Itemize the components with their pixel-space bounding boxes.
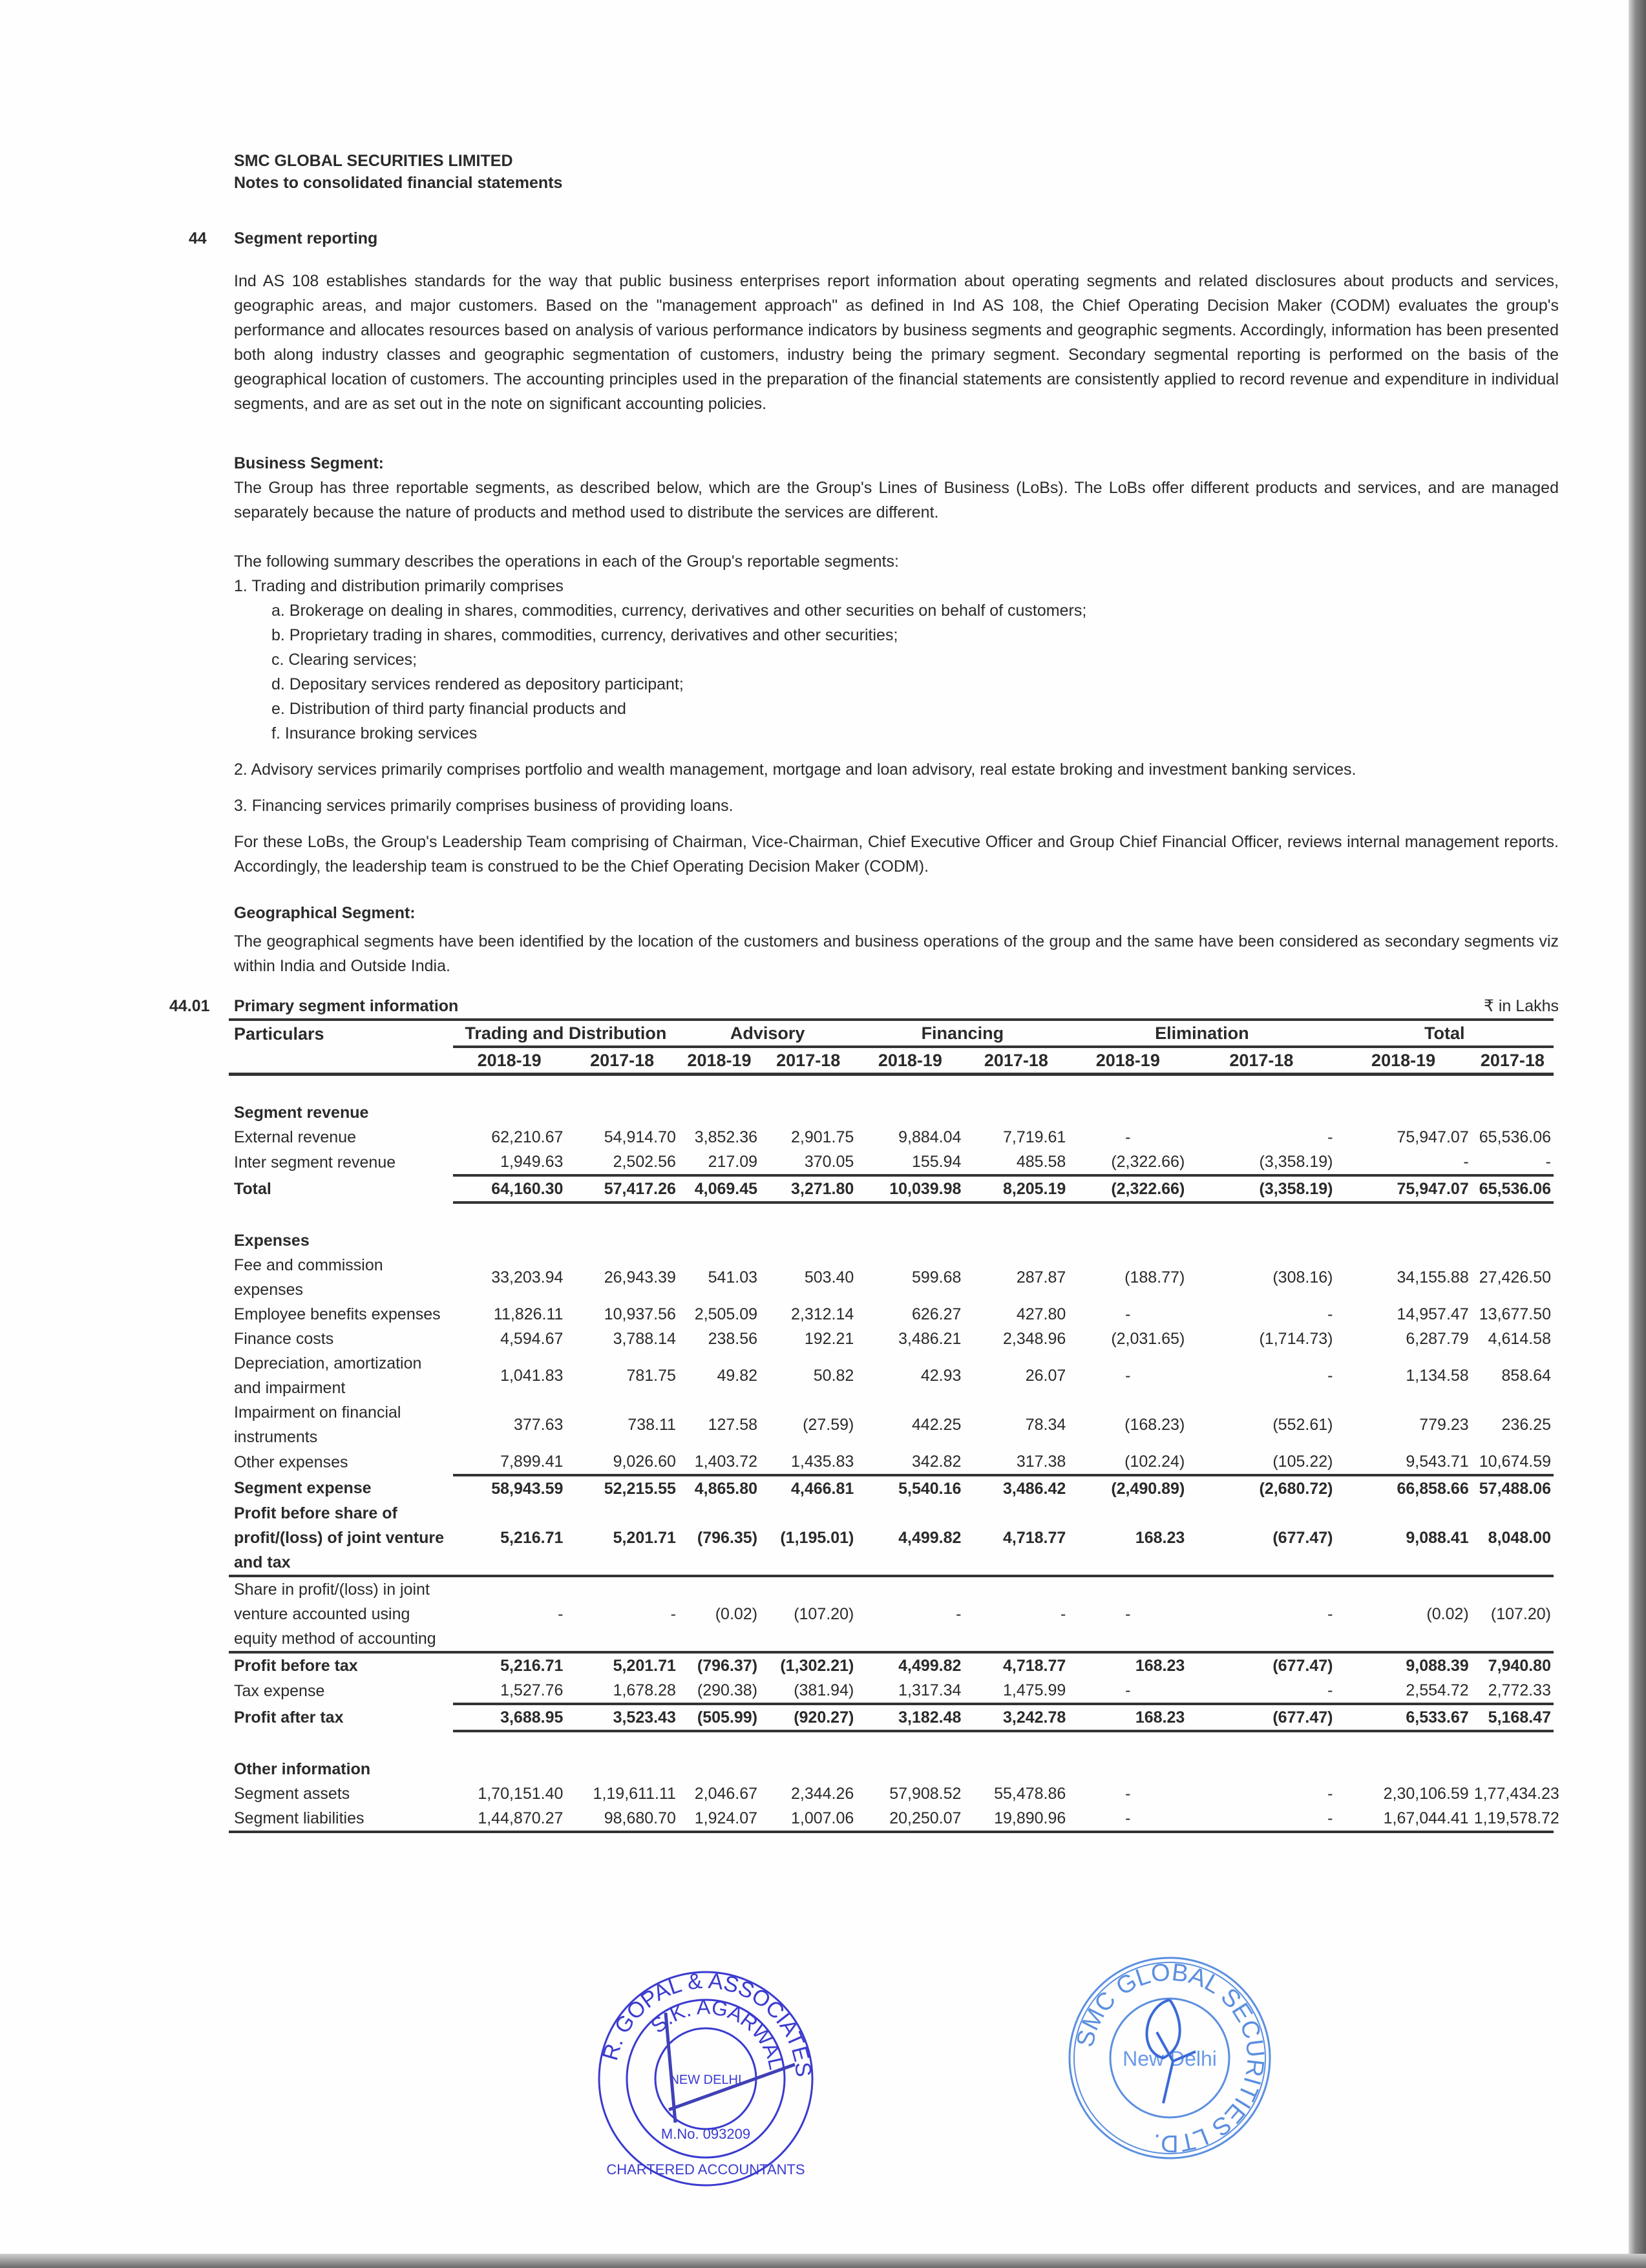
row-label: External revenue	[234, 1128, 357, 1146]
cell-value: 192.21	[804, 1330, 854, 1348]
sublist-item: a. Brokerage on dealing in shares, commodities, currency, derivatives and other securities on behalf of customers;	[271, 602, 1087, 620]
cell-value: 6,533.67	[1335, 1704, 1471, 1731]
cell-value: 738.11	[628, 1416, 676, 1434]
table-row	[229, 1449, 1554, 1475]
cell-value: 98,680.70	[565, 1806, 679, 1832]
segment-sublist	[234, 598, 1559, 746]
cell-value: -	[1472, 1150, 1554, 1175]
intro-paragraph: Ind AS 108 establishes standards for the way that public business enterprises report information about operating segments and related disclosures about products and services, geographic areas, and major customers. Based on the "management approach" as defined in Ind AS 108, the Chief Operating Decision Maker (CODM) evaluates the group's performance and allocates resources based on analysis of various performance indicators by business segments and geographic segments. Accordingly, information has been presented both along industry classes and geographic segmentation of customers, industry being the primary segment. Secondary segmental reporting is performed on the basis of the geographical location of customers. The accounting principles used in the preparation of the financial statements are consistently applied to record revenue and expenditure in individual segments, and are as set out in the note on significant accounting policies.	[234, 272, 1559, 413]
cell-value: (2,322.66)	[1068, 1150, 1187, 1175]
cell-value: 3,688.95	[453, 1704, 566, 1731]
row-label: Depreciation, amortization and impairment	[234, 1354, 422, 1397]
scan-edge-right	[1629, 0, 1646, 2268]
cell-value: 4,718.77	[964, 1501, 1068, 1576]
cell-value: 168.23	[1135, 1657, 1185, 1675]
cell-value: (1,714.73)	[1259, 1330, 1333, 1348]
cell-value: 238.56	[708, 1330, 758, 1348]
cell-value: (920.27)	[760, 1704, 856, 1731]
cell-value: 9,088.41	[1335, 1501, 1471, 1576]
cell-value: (381.94)	[760, 1678, 856, 1704]
table-row	[229, 1327, 1554, 1351]
cell-value: 78.34	[1025, 1416, 1066, 1434]
cell-value: -	[1327, 1305, 1333, 1323]
cell-value: 75,947.07	[1335, 1175, 1471, 1202]
segment-item-2: 2. Advisory services primarily comprises portfolio and wealth management, mortgage and loan advisory, real estate broking and investment banking services.	[234, 761, 1356, 779]
cell-value: 1,67,044.41	[1335, 1806, 1471, 1832]
cell-value: -	[565, 1576, 679, 1652]
cell-value: 1,924.07	[679, 1806, 760, 1832]
currency-unit: ₹ in Lakhs	[1484, 997, 1559, 1015]
cell-value: -	[1125, 1367, 1131, 1385]
cell-value: 34,155.88	[1397, 1268, 1469, 1286]
table-number: 44.01	[169, 997, 210, 1015]
cell-value: (1,302.21)	[780, 1657, 854, 1675]
cell-value: 427.80	[1016, 1305, 1066, 1323]
cell-value: -	[856, 1576, 964, 1652]
segment-item-1	[234, 574, 1559, 746]
table-row	[229, 1302, 1554, 1327]
year-header: 2018-19	[679, 1047, 760, 1075]
row-label: Impairment on financial instruments	[234, 1403, 401, 1446]
cell-value: 62,210.67	[491, 1128, 564, 1146]
cell-value: 19,890.96	[964, 1806, 1068, 1832]
cell-value: 1,435.83	[760, 1449, 856, 1475]
sublist-item: f. Insurance broking services	[271, 724, 478, 742]
subheading-row	[229, 1100, 1554, 1125]
expenses-heading: Expenses	[234, 1232, 310, 1250]
cell-value: 4,718.77	[1002, 1657, 1066, 1675]
business-segment-heading: Business Segment:	[234, 454, 385, 472]
cell-value: 5,168.47	[1472, 1704, 1554, 1731]
cell-value: -	[453, 1576, 566, 1652]
cell-value: 1,527.76	[453, 1678, 566, 1704]
table-row	[229, 1351, 1554, 1400]
cell-value: 485.58	[964, 1150, 1068, 1175]
segment-list	[234, 574, 1559, 746]
cell-value: (505.99)	[679, 1704, 760, 1731]
cell-value: 27,426.50	[1479, 1268, 1551, 1286]
year-header: 2018-19	[1068, 1047, 1187, 1075]
subheading-row	[229, 1757, 1554, 1781]
particulars-header: Particulars	[229, 1020, 453, 1047]
cell-value: (677.47)	[1187, 1501, 1335, 1576]
table-row	[229, 1806, 1554, 1832]
row-label: Profit after tax	[234, 1708, 344, 1727]
cell-value: 3,486.21	[898, 1330, 962, 1348]
cell-value: 1,134.58	[1406, 1367, 1469, 1385]
cell-value: (796.37)	[697, 1657, 758, 1675]
cell-value: -	[1187, 1806, 1335, 1832]
sublist-item: b. Proprietary trading in shares, commodities, currency, derivatives and other securities;	[271, 626, 898, 644]
cell-value: 1,041.83	[500, 1367, 564, 1385]
page-content	[169, 150, 1559, 1833]
primary-segment-table	[229, 1018, 1559, 1833]
group-header-elimination: Elimination	[1068, 1020, 1335, 1047]
business-segment-text: The Group has three reportable segments, as described below, which are the Group's Lines of Business (LoBs). The LoBs offer different products and services, and are managed separately because the nature of products and method used to distribute the services are different.	[234, 479, 1559, 521]
table-group-header	[229, 1020, 1554, 1047]
group-header-trading: Trading and Distribution	[453, 1020, 679, 1047]
cell-value: 57,417.26	[565, 1175, 679, 1202]
cell-value: 236.25	[1501, 1416, 1551, 1434]
section-heading	[189, 226, 1559, 251]
cell-value: -	[1335, 1150, 1471, 1175]
year-header: 2017-18	[565, 1047, 679, 1075]
cell-value: 8,205.19	[964, 1175, 1068, 1202]
cell-value: 541.03	[708, 1268, 758, 1286]
cell-value: -	[1187, 1678, 1335, 1704]
cell-value: (27.59)	[803, 1416, 854, 1434]
cell-value: -	[1187, 1576, 1335, 1652]
cell-value: (168.23)	[1124, 1416, 1185, 1434]
cell-value: 5,216.71	[500, 1657, 564, 1675]
cell-value: 217.09	[679, 1150, 760, 1175]
svg-text:R. GOPAL & ASSOCIATES: R. GOPAL & ASSOCIATES	[598, 1968, 816, 2078]
cell-value: 168.23	[1068, 1501, 1187, 1576]
revenue-rows	[229, 1125, 1554, 1202]
cell-value: (102.24)	[1068, 1449, 1187, 1475]
cell-value: 1,678.28	[565, 1678, 679, 1704]
cell-value: 10,674.59	[1472, 1449, 1554, 1475]
cell-value: 4,466.81	[791, 1480, 854, 1498]
sublist-item: d. Depositary services rendered as depository participant;	[271, 675, 684, 693]
cell-value: 49.82	[717, 1367, 758, 1385]
cell-value: 9,543.71	[1335, 1449, 1471, 1475]
table-row	[229, 1576, 1554, 1652]
cell-value: 5,201.71	[565, 1501, 679, 1576]
svg-text:S.K. AGARWAL: S.K. AGARWAL	[646, 1995, 788, 2072]
cell-value: 1,949.63	[453, 1150, 566, 1175]
cell-value: 75,947.07	[1397, 1128, 1469, 1146]
cell-value: 13,677.50	[1479, 1305, 1551, 1323]
year-header: 2018-19	[1335, 1047, 1471, 1075]
company-seal-icon	[1066, 1955, 1273, 2161]
cell-value: 2,046.67	[694, 1785, 758, 1803]
cell-value: (2,490.89)	[1111, 1480, 1185, 1498]
cell-value: (107.20)	[1472, 1576, 1554, 1652]
cell-value: 2,901.75	[791, 1128, 854, 1146]
cell-value: 2,502.56	[565, 1150, 679, 1175]
cell-value: (3,358.19)	[1187, 1175, 1335, 1202]
cell-value: 342.82	[856, 1449, 964, 1475]
cell-value: -	[1125, 1785, 1131, 1803]
table-row	[229, 1781, 1554, 1806]
sublist-item: c. Clearing services;	[271, 651, 417, 669]
cell-value: 155.94	[856, 1150, 964, 1175]
table-row	[229, 1150, 1554, 1175]
segment-item-3: 3. Financing services primarily comprises business of providing loans.	[234, 797, 733, 815]
group-header-financing: Financing	[856, 1020, 1068, 1047]
cell-value: 4,069.45	[679, 1175, 760, 1202]
row-label: Finance costs	[234, 1330, 334, 1348]
table-row	[229, 1501, 1554, 1576]
other-rows	[229, 1781, 1559, 1832]
segment-table-block	[169, 994, 1559, 1833]
cell-value: 3,182.48	[856, 1704, 964, 1731]
group-header-advisory: Advisory	[679, 1020, 856, 1047]
cell-value: -	[1327, 1367, 1333, 1385]
cell-value: (0.02)	[1335, 1576, 1471, 1652]
cell-value: -	[1068, 1678, 1187, 1704]
year-header: 2017-18	[760, 1047, 856, 1075]
row-label: Share in profit/(loss) in joint venture accounted using equity method of accounting	[229, 1576, 453, 1652]
cell-value: 58,943.59	[491, 1480, 564, 1498]
document-subtitle: Notes to consolidated financial statements	[234, 174, 563, 192]
section-number: 44	[189, 229, 207, 247]
row-label: Tax expense	[234, 1682, 325, 1700]
table-row	[229, 1475, 1554, 1501]
cell-value: 287.87	[1016, 1268, 1066, 1286]
cell-value: (105.22)	[1187, 1449, 1335, 1475]
cell-value: 127.58	[708, 1416, 758, 1434]
cell-value: 2,772.33	[1472, 1678, 1554, 1704]
cell-value: 65,536.06	[1472, 1175, 1554, 1202]
sublist-item: e. Distribution of third party financial products and	[271, 700, 626, 718]
table-row	[229, 1652, 1554, 1678]
cell-value: 10,039.98	[856, 1175, 964, 1202]
cell-value: (0.02)	[679, 1576, 760, 1652]
cell-value: 57,488.06	[1479, 1480, 1551, 1498]
cell-value: (290.38)	[679, 1678, 760, 1704]
cell-value: 1,403.72	[679, 1449, 760, 1475]
row-label: Fee and commission expenses	[234, 1256, 383, 1299]
spacer-row	[229, 1075, 1554, 1101]
cell-value: 3,242.78	[964, 1704, 1068, 1731]
cell-value: 3,788.14	[613, 1330, 676, 1348]
row-label: Other expenses	[234, 1453, 348, 1471]
year-header: 2017-18	[1187, 1047, 1335, 1075]
scan-edge-bottom	[0, 2254, 1646, 2268]
cell-value: 503.40	[804, 1268, 854, 1286]
svg-text:NEW DELHI: NEW DELHI	[670, 2073, 742, 2087]
cell-value: 11,826.11	[493, 1305, 564, 1323]
cell-value: 1,317.34	[856, 1678, 964, 1704]
cell-value: 5,540.16	[898, 1480, 962, 1498]
cell-value: -	[1125, 1128, 1131, 1146]
codm-paragraph: For these LoBs, the Group's Leadership Team comprising of Chairman, Vice-Chairman, Chief Executive Officer and Group Chief Financial Officer, reviews internal management reports. Accordingly, the leadership team is construed to be the Chief Operating Decision Maker (CODM).	[234, 833, 1559, 876]
row-label: Inter segment revenue	[234, 1153, 396, 1171]
cell-value: 442.25	[911, 1416, 962, 1434]
segment-item-1-label: 1. Trading and distribution primarily comprises	[234, 577, 564, 595]
cell-value: -	[1068, 1806, 1187, 1832]
cell-value: 1,19,611.11	[593, 1785, 676, 1803]
cell-value: 2,30,106.59	[1383, 1785, 1469, 1803]
cell-value: (2,680.72)	[1259, 1480, 1333, 1498]
spacer-row	[229, 1731, 1554, 1757]
table-row	[229, 1253, 1554, 1302]
cell-value: 3,486.42	[1002, 1480, 1066, 1498]
cell-value: 858.64	[1501, 1367, 1551, 1385]
cell-value: 2,344.26	[791, 1785, 854, 1803]
cell-value: -	[1068, 1576, 1187, 1652]
cell-value: 50.82	[813, 1367, 854, 1385]
cell-value: 3,271.80	[760, 1175, 856, 1202]
expense-rows	[229, 1253, 1554, 1501]
cell-value: (677.47)	[1272, 1657, 1333, 1675]
svg-text:SMC GLOBAL SECURITIES LTD.: SMC GLOBAL SECURITIES LTD.	[1071, 1958, 1269, 2158]
cell-value: 1,44,870.27	[453, 1806, 566, 1832]
cell-value: 10,937.56	[604, 1305, 676, 1323]
cell-value: (677.47)	[1187, 1704, 1335, 1731]
cell-value: (107.20)	[760, 1576, 856, 1652]
row-label: Profit before share of profit/(loss) of joint venture and tax	[229, 1501, 453, 1576]
cell-value: -	[1327, 1128, 1333, 1146]
cell-value: 42.93	[920, 1367, 962, 1385]
row-label: Segment liabilities	[229, 1806, 453, 1832]
cell-value: 1,007.06	[760, 1806, 856, 1832]
company-name: SMC GLOBAL SECURITIES LIMITED	[234, 152, 513, 170]
table-row	[229, 1400, 1554, 1449]
cell-value: 1,19,578.72	[1472, 1806, 1554, 1832]
cell-value: 3,523.43	[565, 1704, 679, 1731]
row-label: Total	[234, 1180, 271, 1198]
cell-value: 66,858.66	[1397, 1480, 1469, 1498]
cell-value: 3,852.36	[694, 1128, 758, 1146]
geographical-segment-text: The geographical segments have been identified by the location of the customers and business operations of the group and the same have been considered as secondary segments viz within India and Outside India.	[234, 932, 1559, 975]
cell-value: (552.61)	[1272, 1416, 1333, 1434]
cell-value: 6,287.79	[1406, 1330, 1469, 1348]
table-row	[229, 1125, 1554, 1150]
cell-value: 4,499.82	[856, 1501, 964, 1576]
cell-value: 9,026.60	[565, 1449, 679, 1475]
auditor-seal-icon	[595, 1968, 818, 2190]
cell-value: 2,348.96	[1002, 1330, 1066, 1348]
cell-value: 9,088.39	[1406, 1657, 1469, 1675]
cell-value: (188.77)	[1124, 1268, 1185, 1286]
section-title: Segment reporting	[234, 229, 378, 247]
cell-value: 65,536.06	[1479, 1128, 1551, 1146]
table-row	[229, 1175, 1554, 1202]
cell-value: 4,594.67	[500, 1330, 564, 1348]
row-label: Segment assets	[234, 1785, 350, 1803]
cell-value: 64,160.30	[453, 1175, 566, 1202]
cell-value: 55,478.86	[994, 1785, 1066, 1803]
cell-value: 1,77,434.23	[1473, 1785, 1559, 1803]
cell-value: 317.38	[964, 1449, 1068, 1475]
cell-value: 4,614.58	[1488, 1330, 1551, 1348]
cell-value: 1,70,151.40	[478, 1785, 564, 1803]
cell-value: 2,312.14	[791, 1305, 854, 1323]
row-label: Segment expense	[234, 1479, 372, 1497]
cell-value: 33,203.94	[491, 1268, 564, 1286]
cell-value: 5,201.71	[613, 1657, 676, 1675]
cell-value: (2,031.65)	[1111, 1330, 1185, 1348]
cell-value: 14,957.47	[1397, 1305, 1469, 1323]
cell-value: 8,048.00	[1472, 1501, 1554, 1576]
cell-value: (1,195.01)	[760, 1501, 856, 1576]
cell-value: 377.63	[513, 1416, 564, 1434]
table-caption: Primary segment information	[234, 997, 459, 1015]
year-header: 2018-19	[856, 1047, 964, 1075]
company-stamp	[1066, 1955, 1273, 2161]
cell-value: 52,215.55	[604, 1480, 676, 1498]
cell-value: 4,499.82	[898, 1657, 962, 1675]
cell-value: 5,216.71	[453, 1501, 566, 1576]
cell-value: 7,940.80	[1488, 1657, 1551, 1675]
year-header: 2017-18	[964, 1047, 1068, 1075]
auditor-stamp	[595, 1968, 818, 2190]
profit-rows	[229, 1501, 1554, 1731]
cell-value: (308.16)	[1272, 1268, 1333, 1286]
cell-value: 599.68	[911, 1268, 962, 1286]
cell-value: (2,322.66)	[1068, 1175, 1187, 1202]
cell-value: 26.07	[1025, 1367, 1066, 1385]
cell-value: 2,505.09	[694, 1305, 758, 1323]
subheading-row	[229, 1228, 1554, 1253]
spacer-row	[229, 1202, 1554, 1228]
group-header-total: Total	[1335, 1020, 1554, 1047]
cell-value: -	[1125, 1305, 1131, 1323]
cell-value: 779.23	[1419, 1416, 1469, 1434]
cell-value: 781.75	[626, 1367, 676, 1385]
cell-value: 1,475.99	[964, 1678, 1068, 1704]
cell-value: (796.35)	[679, 1501, 760, 1576]
svg-text:New Delhi: New Delhi	[1123, 2047, 1217, 2070]
other-information-heading: Other information	[234, 1760, 371, 1778]
segment-revenue-heading: Segment revenue	[234, 1104, 369, 1122]
cell-value: 9,884.04	[898, 1128, 962, 1146]
cell-value: 20,250.07	[856, 1806, 964, 1832]
cell-value: (3,358.19)	[1187, 1150, 1335, 1175]
cell-value: 57,908.52	[889, 1785, 962, 1803]
cell-value: -	[1327, 1785, 1333, 1803]
row-label: Employee benefits expenses	[234, 1305, 441, 1323]
cell-value: -	[964, 1576, 1068, 1652]
table-caption-row	[234, 994, 1559, 1018]
year-header: 2017-18	[1472, 1047, 1554, 1075]
geographical-segment-heading: Geographical Segment:	[234, 904, 416, 922]
summary-intro: The following summary describes the operations in each of the Group's reportable segments:	[234, 552, 899, 571]
table-row	[229, 1704, 1554, 1731]
svg-text:CHARTERED ACCOUNTANTS: CHARTERED ACCOUNTANTS	[606, 2161, 805, 2178]
cell-value: 2,554.72	[1335, 1678, 1471, 1704]
table-year-header	[229, 1047, 1554, 1075]
table-row	[229, 1678, 1554, 1704]
cell-value: 626.27	[911, 1305, 962, 1323]
empty-header-cell	[229, 1047, 453, 1075]
cell-value: 26,943.39	[604, 1268, 676, 1286]
cell-value: 168.23	[1068, 1704, 1187, 1731]
year-header: 2018-19	[453, 1047, 566, 1075]
row-label: Profit before tax	[234, 1657, 358, 1675]
cell-value: 370.05	[760, 1150, 856, 1175]
svg-text:M.No. 093209: M.No. 093209	[660, 2126, 751, 2142]
cell-value: 4,865.80	[694, 1480, 758, 1498]
cell-value: 7,899.41	[453, 1449, 566, 1475]
cell-value: 54,914.70	[604, 1128, 676, 1146]
cell-value: 7,719.61	[1002, 1128, 1066, 1146]
